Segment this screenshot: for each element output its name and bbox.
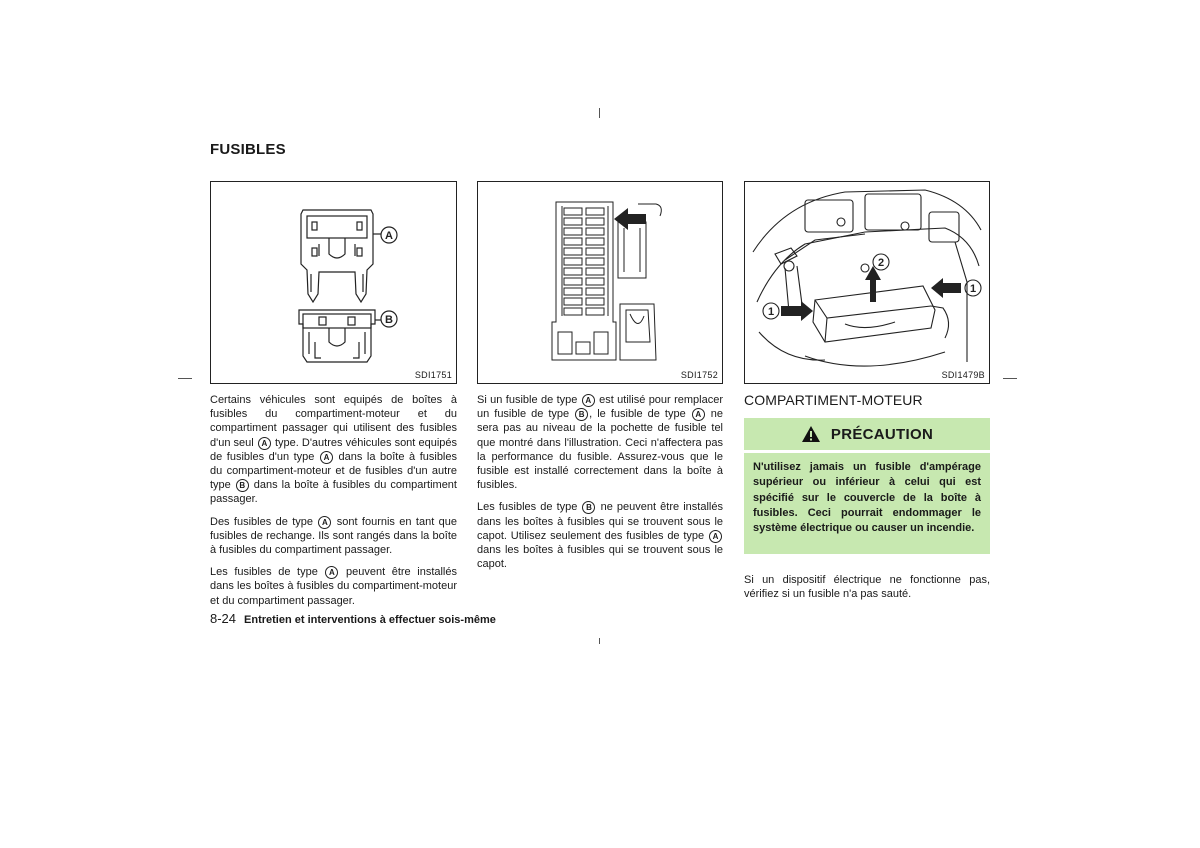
chapter-title: Entretien et interventions à effectuer sois-même: [244, 614, 496, 626]
fig-label-2: 2: [877, 257, 885, 269]
figure-code: SDI1752: [680, 370, 718, 380]
type-a-marker: A: [318, 516, 331, 529]
fuse-types-illustration: [211, 182, 456, 383]
figure-code: SDI1479B: [941, 370, 985, 380]
paragraph: Si un fusible de type A est utilisé pour remplacer un fusible de type B , le fusible de type A ne sera pas au niveau de la pochette de fusible tel que montré dans l'illustration. Ceci n'affectera pas la performance du fusible. Assurez-vous que le fusible est installé correctement dans la boîte à fusibles.: [477, 394, 723, 492]
paragraph: Les fusibles de type A peuvent être installés dans les boîtes à fusibles du compartiment-moteur et du compartiment passager.: [210, 566, 457, 607]
type-a-marker: A: [709, 530, 722, 543]
engine-fuse-box-illustration: [745, 182, 989, 383]
column-2: [477, 393, 723, 579]
section-title: FUSIBLES: [210, 141, 286, 158]
fig-label-b: B: [385, 314, 393, 326]
right-crop-mark: [1003, 378, 1017, 379]
figure-fuse-types: [210, 181, 457, 384]
type-a-marker: A: [258, 437, 271, 450]
paragraph: Des fusibles de type A sont fournis en tant que fusibles de rechange. Ils sont rangés dans la boîte à fusibles du compartiment passager.: [210, 515, 457, 557]
top-center-tick: [599, 108, 600, 118]
fuse-box-arrow-icon: [614, 208, 646, 230]
fig-label-a: A: [385, 230, 393, 242]
type-a-marker: A: [692, 408, 705, 421]
figure-fuse-box: [477, 181, 723, 384]
fig-label-1-right: 1: [969, 283, 977, 295]
paragraph: Les fusibles de type B ne peuvent être installés dans les boîtes à fusibles qui se trouvent sous le capot. Utilisez seulement des fusibles de type A dans les boîtes à fusibles qui se trouvent sous le capot.: [477, 501, 723, 571]
type-b-marker: B: [582, 501, 595, 514]
type-b-marker: B: [236, 479, 249, 492]
caution-title: PRÉCAUTION: [830, 425, 934, 443]
engine-note: Si un dispositif électrique ne fonctionne pas, vérifiez si un fusible n'a pas sauté.: [744, 574, 990, 601]
subsection-heading: COMPARTIMENT-MOTEUR: [744, 392, 923, 408]
figure-engine-compartment: [744, 181, 990, 384]
arrow-right-icon: [931, 278, 961, 298]
bottom-center-tick: [599, 638, 600, 644]
type-a-marker: A: [325, 566, 338, 579]
figure-code: SDI1751: [414, 370, 452, 380]
page-number: 8-24: [210, 611, 237, 626]
caution-header: [744, 418, 990, 450]
caution-body: N'utilisez jamais un fusible d'ampérage supérieur ou inférieur à celui qui est spécifié sur le couvercle de la boîte à fusibles. Ceci pourrait endommager le système électrique ou causer un incendie.: [744, 453, 990, 554]
type-b-marker: B: [575, 408, 588, 421]
paragraph: Certains véhicules sont equipés de boîtes à fusibles du compartiment-moteur et du compartiment passager qui utilisent des fusibles d'un seul A type. D'autres véhicules sont equipés de fusibles d'un type A dans la boîte à fusibles du compartiment-moteur et de fusibles d'un autre type B dans la boîte à fusibles du compartiment passager.: [210, 394, 457, 506]
arrow-left-icon: [781, 301, 813, 321]
type-a-marker: A: [320, 451, 333, 464]
type-a-marker: A: [582, 394, 595, 407]
fuse-box-illustration: [478, 182, 722, 383]
page-footer: [210, 611, 496, 626]
warning-triangle-icon: [801, 425, 821, 443]
column-1: [210, 393, 457, 616]
left-crop-mark: [178, 378, 192, 379]
fig-label-1-left: 1: [767, 306, 775, 318]
